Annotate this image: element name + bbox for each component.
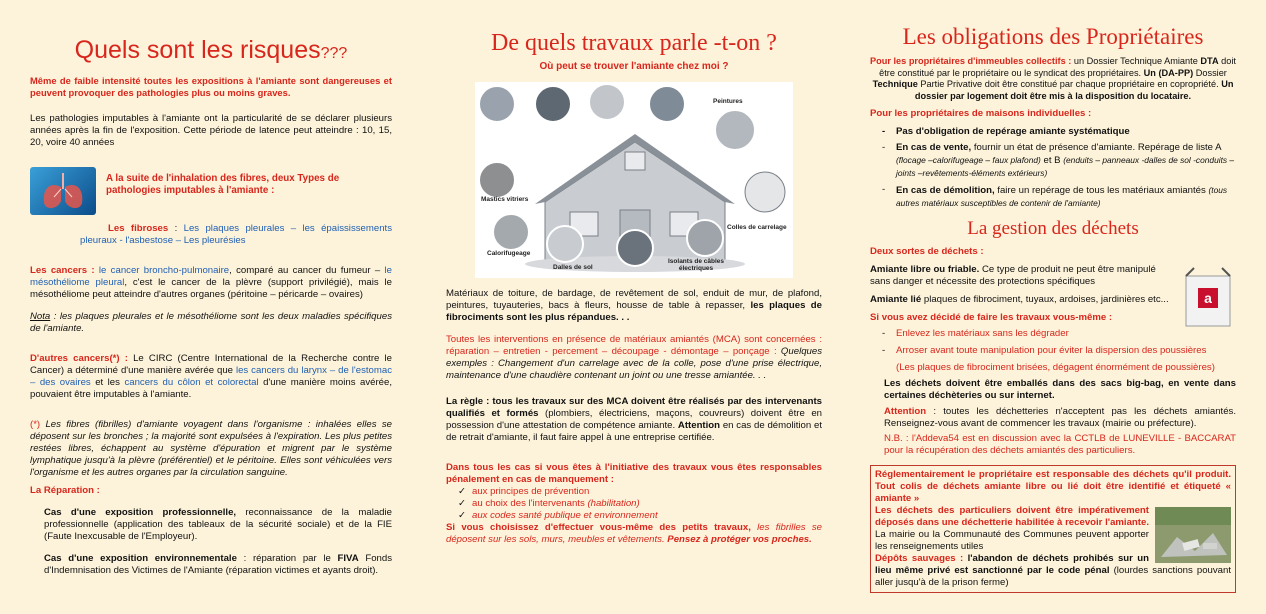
fibroses-text: Les plaques pleurales – les épaississements pleuraux - l'asbestose – Les pleurésies	[80, 223, 392, 246]
cancers-link-meso: le mésothéliome pleural	[30, 265, 393, 288]
exemples-text: Quelques exemples : Changement d'un carrelage avec de la colle, pose d'une prise électrique, maintenance d'une chaudière contenant un joint ou une tresse amiantée. . .	[446, 346, 823, 381]
materiaux-para	[446, 288, 822, 324]
types-heading: A la suite de l'inhalation des fibres, deux Types de pathologies imputables à l'amiante :	[106, 173, 340, 196]
check-extra: (habilitation)	[587, 498, 640, 509]
materiaux-bold: les plaques de fibrociments sont les plus répandues. . .	[446, 300, 822, 323]
regle-bold: La règle : tous les travaux sur des MCA doivent être réalisés par des intervenants qualifiés et formés	[446, 396, 822, 419]
check-item: ✓ au choix des l'intervenants (habilitation)	[458, 498, 640, 509]
cancers-label: Les cancers :	[30, 265, 95, 276]
reglementation-box	[870, 465, 1236, 593]
fibroses-sep: :	[168, 223, 184, 234]
bigbag-letter: a	[1204, 290, 1212, 306]
risques-title	[30, 36, 392, 65]
label-mastics: Mastics vitriers	[481, 196, 529, 203]
label-calorifugeage: Calorifugeage	[487, 250, 531, 257]
label-isolants: Isolants de câbles électriques	[668, 258, 724, 272]
nota-label: Nota	[30, 311, 51, 322]
materiaux-text: Matériaux de toiture, de bardage, de revêtement de sol, enduit de mur, de plafond, peintures, tuyauteries, bacs à fleurs, housse de table à repasser,	[446, 288, 822, 311]
demolition-a: faire un repérage de tous les matériaux amiantés	[994, 185, 1209, 196]
label-peintures: Peintures	[713, 98, 743, 105]
travaux-item	[870, 362, 1236, 374]
depot-sauvage-photo	[1155, 507, 1231, 563]
nb-para: N.B. : l'Addeva54 est en discussion avec la CCTLB de LUNEVILLE - BACCARAT pour la récupération des déchets amiantés des particuliers.	[884, 433, 1236, 456]
label-colles: Colles de carrelage	[727, 224, 787, 231]
immeubles-c: Un (DA-PP)	[1143, 67, 1194, 78]
cancers-rest: , c'est le cancer de la plèvre (support privilégié), mais le mésothéliome peut atteindre d'autres organes (péritoine – péricarde – ovaires)	[30, 277, 392, 300]
cancers-mid: , comparé au cancer du fumeur –	[229, 265, 381, 276]
rep1-text: reconnaissance de la maladie professionnelle (application des tableaux de la sécurité sociale) et de la FIE (Faute Inexcusable de l'Employeur).	[44, 507, 392, 542]
bigbag-image	[1180, 266, 1236, 328]
vente-b: et B	[1040, 155, 1064, 166]
label-dalles: Dalles de sol	[553, 264, 593, 271]
libre-bold: Amiante libre ou friable.	[870, 264, 980, 275]
autres-label: D'autres cancers(*) :	[30, 353, 128, 364]
rep1-para	[30, 507, 392, 543]
rep2-bold: Cas d'une exposition environnementale	[44, 553, 237, 564]
attention-text: : toutes les déchetteries n'acceptent pas les déchets amiantés. Renseignez-vous avant de commencer les travaux (mairie ou préfecture).	[884, 406, 1236, 429]
attention-para	[870, 406, 1236, 430]
lungs-image	[30, 167, 96, 215]
emballes-para: Les déchets doivent être emballés dans des sacs big-bag, en vente dans certaines déchèteries ou sur internet.	[884, 378, 1236, 401]
travaux-item: - Enlevez les matériaux sans les dégrader	[882, 328, 1069, 339]
vous-meme-para	[446, 522, 822, 546]
nota-para	[30, 311, 392, 335]
regle-text: (plombiers, électriciens, maçons, couvreurs) doivent être en possession d'une attestation de compétence amiante.	[446, 408, 822, 431]
column-risques	[0, 0, 420, 614]
travaux-title: De quels travaux parle -t-on ?	[491, 30, 777, 56]
maisons-item-text: Pas d'obligation de repérage amiante systématique	[896, 126, 1130, 137]
dechets-title: La gestion des déchets	[967, 218, 1139, 239]
attention-label: Attention	[884, 406, 927, 417]
vente-it2: (enduits – panneaux -dalles de sol -conduits – joints –revêtements-éléments extérieurs)	[896, 155, 1235, 178]
reparation-heading: La Réparation :	[30, 485, 100, 496]
autres-cancers-para	[30, 353, 392, 401]
rep1-bold: Cas d'une exposition professionnelle,	[44, 507, 237, 518]
risques-title-suffix: ???	[320, 45, 348, 62]
check-text: aux principes de prévention	[472, 486, 590, 497]
fibres-star: (*)	[30, 419, 41, 430]
immeubles-para	[870, 56, 1236, 102]
immeubles-e: Partie Privative doit être constitué par chaque propriétaire en copropriété.	[917, 79, 1222, 89]
column-travaux	[420, 0, 842, 614]
responsabilites-list	[446, 486, 822, 522]
autres-link1: les cancers du larynx – de l'estomac – des ovaires	[30, 365, 393, 388]
box-mairie: La mairie ou la Communauté des Communes peuvent apporter les renseignements utiles	[875, 529, 1149, 552]
cancers-link-broncho: le cancer broncho-pulmonaire	[98, 265, 230, 276]
travaux-item: - Arroser avant toute manipulation pour éviter la dispersion des poussières	[882, 345, 1207, 356]
travaux-item-text: (Les plaques de fibrociment brisées, dégagent énormément de poussières)	[896, 362, 1215, 373]
autres-c: d'une manière moins avérée, pouvaient être imputables à l'amiante.	[30, 377, 393, 400]
regle-para	[446, 396, 822, 444]
types-block	[30, 167, 392, 219]
vente-a: fournir un état de présence d'amiante. Repérage de liste A	[971, 142, 1222, 153]
risques-intro: Même de faible intensité toutes les expositions à l'amiante sont dangereuses et peuvent provoquer des pathologies plus ou moins graves.	[30, 75, 392, 98]
check-text: au choix des l'intervenants	[472, 498, 585, 509]
lie-bold: Amiante lié	[870, 294, 922, 305]
travaux-list	[870, 328, 1236, 374]
immeubles-dta: DTA	[1200, 56, 1219, 66]
house-illustration	[475, 82, 793, 278]
fibres-text: Les fibres (fibrilles) d'amiante voyagent dans l'organisme : inhalées elles se déposent sur les bronches ; la majorité sont expulsées à l'expiration. Les plus petites restées libres, échappent au système d'épuration et migrent par le système lymphatique jusqu'à la plèvre (préférentiel) et le péritoine. Elles sont véhiculées vers l'organisme et les autres organes par la circulation sanguine.	[30, 419, 392, 478]
check-text: aux codes santé publique et environnement	[472, 510, 658, 521]
depots-end: (lourdes sanctions pouvant aller jusqu'à de la prison ferme)	[875, 565, 1232, 588]
immeubles-label: Pour les propriétaires d'immeubles collectifs :	[870, 56, 1072, 66]
rep2-end: Fonds d'Indemnisation des Victimes de l'Amiante (réparation victimes et ayants droit).	[44, 553, 392, 576]
check-item: ✓ aux principes de prévention	[458, 486, 590, 497]
regle-attention-text: en cas de démolition et de retrait d'amiante, il faut faire appel à une entreprise certifiée.	[446, 420, 822, 443]
vous-bold: Si vous choisissez d'effectuer vous-même des petits travaux,	[446, 522, 751, 533]
immeubles-f: Un dossier par logement doit être mis à la disposition du locataire.	[914, 79, 1234, 101]
risques-title-text: Quels sont les risques	[74, 36, 321, 64]
autres-link2: cancers du côlon et colorectal	[124, 377, 259, 388]
box-reg: Réglementairement le propriétaire est responsable des déchets qu'il produit. Tout colis de déchets amiante libre ou lié doit être identifié et étiqueté « amiante »	[875, 469, 1231, 504]
immeubles-technique: Technique	[872, 79, 918, 89]
maisons-item: - En cas de vente, fournir un état de présence d'amiante. Repérage de liste A (flocage –calorifugeage – faux plafond) et B (enduits – panneaux -dalles de sol -conduits – joints –revêtements-éléments extérieurs)	[882, 142, 1235, 178]
rep2-fiva: FIVA	[337, 553, 359, 564]
check-item: ✓ aux codes santé publique et environnement	[458, 510, 658, 521]
demolition-bold: En cas de démolition,	[896, 185, 995, 196]
travaux-item-text: Arroser avant toute manipulation pour éviter la dispersion des poussières	[896, 345, 1207, 356]
depots-label: Dépôts sauvages :	[875, 553, 964, 564]
autres-a: Le CIRC (Centre International de la Recherche contre le Cancer) a déterminé d'une manière avérée que	[30, 353, 392, 376]
immeubles-d: Dossier	[1193, 67, 1227, 78]
cancers-para	[30, 265, 392, 301]
demolition-it: (tous autres matériaux susceptibles de contenir de l'amiante)	[896, 185, 1228, 208]
immeubles-b: doit être constitué par le propriétaire ou le syndicat des propriétaires.	[879, 56, 1236, 78]
vous-it: les fibrilles se déposent sur les sols, murs, meubles et vêtements.	[446, 522, 822, 545]
si-vous-heading: Si vous avez décidé de faire les travaux vous-même :	[870, 312, 1113, 323]
dechets-types	[870, 264, 1236, 306]
travaux-subtitle: Où peut se trouver l'amiante chez moi ?	[539, 61, 729, 72]
nota-text: : les plaques pleurales et le mésothéliome sont les deux maladies spécifiques de l'amiante.	[30, 311, 392, 334]
box-part: Les déchets des particuliers doivent être impérativement déposés dans une déchetterie habilitée à recevoir l'amiante.	[875, 505, 1149, 528]
lie-text: plaques de fibrociment, tuyaux, ardoises, jardinières etc...	[921, 294, 1169, 305]
maisons-label: Pour les propriétaires de maisons individuelles :	[870, 108, 1092, 119]
depots-bold: l'abandon de déchets prohibés sur un lieu même privé est sanctionné par le code pénal	[875, 553, 1149, 576]
rep2-text: : réparation par le	[236, 553, 338, 564]
vente-it1: (flocage –calorifugeage – faux plafond)	[896, 155, 1041, 165]
maisons-item: - En cas de démolition, faire un repérage de tous les matériaux amiantés (tous autres matériaux susceptibles de contenir de l'amiante)	[882, 184, 1228, 208]
column-obligations	[842, 0, 1266, 614]
maisons-item: - Pas d'obligation de repérage amiante systématique	[882, 126, 1130, 137]
libre-text: Ce type de produit ne peut être manipulé sans danger et nécessite des protections spécifiques	[870, 264, 1156, 287]
deux-sortes: Deux sortes de déchets :	[870, 246, 984, 257]
rep2-para	[30, 553, 392, 577]
autres-b: et les	[90, 377, 125, 388]
interventions-text: Toutes les interventions en présence de matériaux amiantés (MCA) sont concernées : réparation – entretien - percement – découpage - démontage – ponçage :	[446, 334, 822, 357]
risques-latence: Les pathologies imputables à l'amiante ont la particularité de se déclarer plusieurs années après la fin de l'exposition. Cette période de latence peut atteindre : 10, 15, 20, voire 40 années	[30, 113, 392, 148]
fibroses-para	[30, 223, 392, 247]
regle-attention: Attention	[677, 420, 721, 431]
fibres-para	[30, 419, 392, 479]
vente-bold: En cas de vente,	[896, 142, 972, 153]
maisons-list	[870, 126, 1236, 210]
initiative-para: Dans tous les cas si vous êtes à l'initiative des travaux vous êtes responsables pénalement en cas de manquement :	[446, 462, 822, 485]
interventions-para	[446, 334, 822, 382]
immeubles-a: un Dossier Technique Amiante	[1071, 56, 1201, 66]
travaux-item-text: Enlevez les matériaux sans les dégrader	[896, 328, 1069, 339]
fibroses-label: Les fibroses	[108, 223, 169, 234]
obligations-title: Les obligations des Propriétaires	[902, 24, 1204, 49]
vous-end: Pensez à protéger vos proches.	[667, 534, 812, 545]
